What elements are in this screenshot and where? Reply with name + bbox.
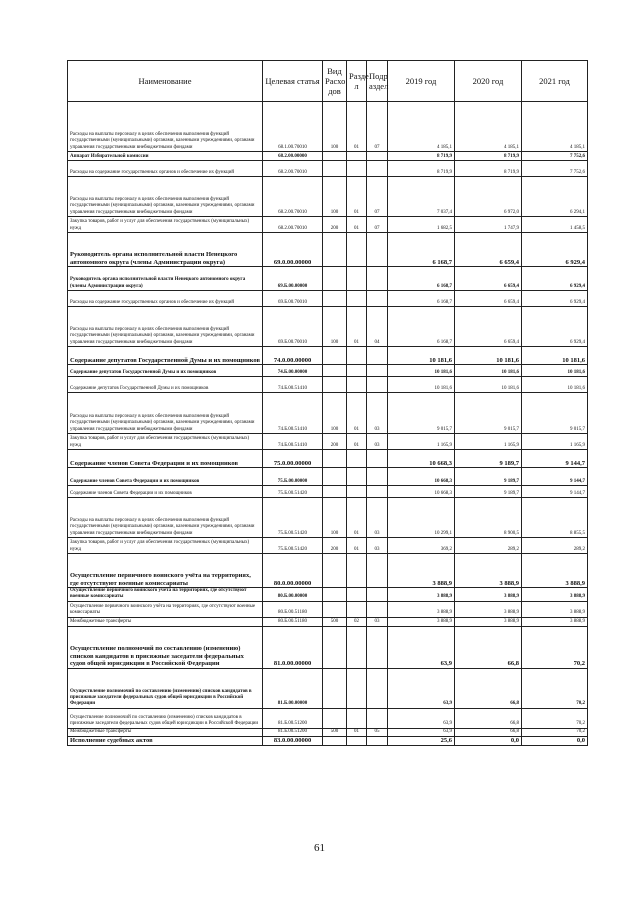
table-row — [68, 468, 588, 486]
cell-pr — [367, 365, 388, 377]
table-row — [68, 307, 588, 347]
cell-v2021: 9 015,7 — [522, 393, 588, 434]
cell-code: 68.2.00.70010 — [263, 161, 323, 177]
cell-rz: 01 — [347, 217, 367, 233]
cell-pr — [367, 377, 388, 393]
cell-v2019: 3 888,9 — [388, 617, 455, 626]
cell-v2019: 3 888,9 — [388, 554, 455, 588]
header-target: Целевая статья — [263, 61, 323, 102]
table-row — [68, 626, 588, 668]
cell-name: Содержание депутатов Государственной Думы и их помощников — [68, 365, 263, 377]
cell-vr — [323, 233, 347, 267]
cell-rz — [347, 450, 367, 468]
cell-rz — [347, 588, 367, 602]
cell-name: Исполнение судебных актов — [68, 736, 263, 745]
cell-pr: 07 — [367, 177, 388, 217]
cell-name: Руководитель органа исполнительной власти Ненецкого автономного округа (члены Администрации округа) — [68, 233, 263, 267]
cell-name: Расходы на выплаты персоналу в целях обеспечения выполнения функций государственными (муниципальными) органами, казенными учреждениями, органами управления государственными внебюджетными фондами — [68, 498, 263, 538]
cell-pr — [367, 668, 388, 708]
cell-pr — [367, 736, 388, 745]
cell-vr: 200 — [323, 538, 347, 554]
cell-vr — [323, 554, 347, 588]
cell-v2019: 6 168,7 — [388, 233, 455, 267]
cell-v2021: 3 888,9 — [522, 588, 588, 602]
cell-rz: 01 — [347, 434, 367, 450]
cell-code: 68.2.00.70010 — [263, 177, 323, 217]
cell-v2019: 8 719,9 — [388, 152, 455, 161]
cell-v2021: 6 929,4 — [522, 307, 588, 347]
cell-vr — [323, 736, 347, 745]
cell-code: 69.Б.00.00000 — [263, 267, 323, 291]
cell-pr — [367, 626, 388, 668]
cell-code: 74.Б.00.51410 — [263, 393, 323, 434]
cell-v2021: 3 888,9 — [522, 617, 588, 626]
cell-v2020: 4 185,1 — [455, 102, 522, 152]
table-row — [68, 554, 588, 588]
cell-v2019: 63,9 — [388, 668, 455, 708]
cell-name: Осуществление первичного воинского учёта на территориях, где отсутствуют военные комиссариаты — [68, 588, 263, 602]
cell-v2020: 66,8 — [455, 626, 522, 668]
cell-pr — [367, 152, 388, 161]
table-row — [68, 728, 588, 736]
cell-pr — [367, 468, 388, 486]
cell-code: 69.0.00.00000 — [263, 233, 323, 267]
cell-v2020: 9 189,7 — [455, 450, 522, 468]
cell-code: 75.Б.00.51420 — [263, 538, 323, 554]
cell-code: 75.Б.00.51420 — [263, 498, 323, 538]
cell-v2020: 3 888,9 — [455, 601, 522, 617]
cell-rz — [347, 626, 367, 668]
cell-pr: 07 — [367, 217, 388, 233]
cell-code: 80.Б.00.00000 — [263, 588, 323, 602]
cell-pr: 03 — [367, 393, 388, 434]
cell-v2021: 8 855,5 — [522, 498, 588, 538]
header-subsection: Подр аздел — [367, 61, 388, 102]
table-row — [68, 393, 588, 434]
cell-rz: 01 — [347, 538, 367, 554]
cell-name: Закупка товаров, работ и услуг для обеспечения государственных (муниципальных) нужд — [68, 538, 263, 554]
cell-rz: 01 — [347, 102, 367, 152]
table-row — [68, 538, 588, 554]
cell-v2020: 6 659,4 — [455, 291, 522, 307]
cell-v2020: 9 189,7 — [455, 468, 522, 486]
cell-v2019: 10 668,3 — [388, 450, 455, 468]
table-row — [68, 291, 588, 307]
table-row — [68, 365, 588, 377]
cell-pr — [367, 554, 388, 588]
cell-v2019: 6 168,7 — [388, 291, 455, 307]
cell-pr — [367, 161, 388, 177]
cell-v2021: 4 185,1 — [522, 102, 588, 152]
cell-rz — [347, 365, 367, 377]
cell-vr: 100 — [323, 393, 347, 434]
table-row — [68, 233, 588, 267]
table-row — [68, 377, 588, 393]
header-exptype: Вид Расхо дов — [323, 61, 347, 102]
cell-name: Содержание членов Совета Федерации и их помощников — [68, 468, 263, 486]
cell-code: 69.Б.00.70010 — [263, 307, 323, 347]
cell-v2020: 1 165,9 — [455, 434, 522, 450]
cell-pr: 04 — [367, 307, 388, 347]
header-2020: 2020 год — [455, 61, 522, 102]
cell-v2019: 1 165,9 — [388, 434, 455, 450]
cell-name: Содержание депутатов Государственной Думы и их помощников — [68, 377, 263, 393]
cell-v2019: 7 037,4 — [388, 177, 455, 217]
cell-rz — [347, 152, 367, 161]
cell-name: Осуществление первичного воинского учёта на территориях, где отсутствуют военные комиссариаты — [68, 601, 263, 617]
cell-v2021: 7 752,6 — [522, 161, 588, 177]
cell-pr — [367, 601, 388, 617]
cell-v2019: 8 719,9 — [388, 161, 455, 177]
cell-pr — [367, 233, 388, 267]
cell-vr — [323, 347, 347, 365]
table-row — [68, 601, 588, 617]
cell-code: 75.Б.00.00000 — [263, 468, 323, 486]
cell-vr: 100 — [323, 498, 347, 538]
cell-v2021: 9 144,7 — [522, 468, 588, 486]
cell-vr: 200 — [323, 434, 347, 450]
cell-v2019: 3 888,9 — [388, 588, 455, 602]
cell-vr: 100 — [323, 307, 347, 347]
cell-v2021: 10 181,6 — [522, 365, 588, 377]
cell-rz — [347, 708, 367, 728]
cell-v2019: 10 181,6 — [388, 377, 455, 393]
cell-pr: 03 — [367, 617, 388, 626]
cell-v2020: 10 181,6 — [455, 377, 522, 393]
cell-v2020: 3 888,9 — [455, 588, 522, 602]
cell-code: 74.Б.00.00000 — [263, 365, 323, 377]
cell-rz — [347, 347, 367, 365]
cell-v2020: 3 888,9 — [455, 617, 522, 626]
cell-vr: 500 — [323, 728, 347, 736]
cell-v2021: 70,2 — [522, 668, 588, 708]
table-row — [68, 668, 588, 708]
cell-vr: 100 — [323, 177, 347, 217]
cell-code: 81.Б.00.51200 — [263, 728, 323, 736]
cell-vr — [323, 291, 347, 307]
cell-code: 69.Б.00.70010 — [263, 291, 323, 307]
cell-name: Аппарат Избирательной комиссии — [68, 152, 263, 161]
cell-name: Осуществление первичного воинского учёта на территориях, где отсутствуют военные комиссариаты — [68, 554, 263, 588]
cell-vr — [323, 161, 347, 177]
cell-rz: 01 — [347, 307, 367, 347]
cell-v2019: 63,9 — [388, 708, 455, 728]
cell-vr — [323, 450, 347, 468]
cell-rz: 02 — [347, 617, 367, 626]
cell-name: Осуществление полномочий по составлению (изменению) списков кандидатов в присяжные заседатели федеральных судов общей юрисдикции в Российской Федерации — [68, 668, 263, 708]
table-row — [68, 102, 588, 152]
cell-code: 81.0.00.00000 — [263, 626, 323, 668]
header-2019: 2019 год — [388, 61, 455, 102]
cell-rz: 01 — [347, 177, 367, 217]
cell-rz — [347, 291, 367, 307]
cell-v2019: 3 888,9 — [388, 601, 455, 617]
cell-v2020: 66,8 — [455, 708, 522, 728]
cell-v2019: 9 015,7 — [388, 393, 455, 434]
table-body — [68, 102, 588, 746]
cell-name: Закупка товаров, работ и услуг для обеспечения государственных (муниципальных) нужд — [68, 217, 263, 233]
cell-code: 75.Б.00.51420 — [263, 486, 323, 498]
cell-v2021: 70,2 — [522, 728, 588, 736]
cell-pr — [367, 708, 388, 728]
cell-code: 80.0.00.00000 — [263, 554, 323, 588]
cell-v2020: 6 659,4 — [455, 267, 522, 291]
cell-rz — [347, 377, 367, 393]
cell-name: Закупка товаров, работ и услуг для обеспечения государственных (муниципальных) нужд — [68, 434, 263, 450]
cell-code: 74.Б.00.51410 — [263, 377, 323, 393]
cell-name: Осуществление полномочий по составлению (изменению) списков кандидатов в присяжные заседатели федеральных судов общей юрисдикции в Российской Федерации — [68, 626, 263, 668]
cell-v2020: 8 719,9 — [455, 161, 522, 177]
cell-v2019: 1 682,5 — [388, 217, 455, 233]
cell-code: 74.0.00.00000 — [263, 347, 323, 365]
cell-code: 74.Б.00.51410 — [263, 434, 323, 450]
cell-v2019: 369,2 — [388, 538, 455, 554]
cell-pr: 03 — [367, 434, 388, 450]
cell-pr: 05 — [367, 728, 388, 736]
budget-table — [67, 60, 588, 746]
cell-pr — [367, 588, 388, 602]
cell-v2021: 6 929,4 — [522, 267, 588, 291]
table-row — [68, 486, 588, 498]
table-row — [68, 347, 588, 365]
cell-pr: 03 — [367, 498, 388, 538]
cell-name: Осуществление полномочий по составлению (изменению) списков кандидатов в присяжные заседатели федеральных судов общей юрисдикции в Российской Федерации — [68, 708, 263, 728]
cell-rz — [347, 486, 367, 498]
cell-name: Расходы на выплаты персоналу в целях обеспечения выполнения функций государственными (муниципальными) органами, казенными учреждениями, органами управления государственными внебюджетными фондами — [68, 102, 263, 152]
cell-v2019: 6 168,7 — [388, 307, 455, 347]
cell-name: Расходы на выплаты персоналу в целях обеспечения выполнения функций государственными (муниципальными) органами, казенными учреждениями, органами управления государственными внебюджетными фондами — [68, 307, 263, 347]
cell-v2020: 6 659,4 — [455, 307, 522, 347]
cell-vr — [323, 708, 347, 728]
cell-rz — [347, 233, 367, 267]
header-2021: 2021 год — [522, 61, 588, 102]
cell-v2020: 9 015,7 — [455, 393, 522, 434]
page-number: 61 — [314, 842, 325, 854]
cell-name: Расходы на выплаты персоналу в целях обеспечения выполнения функций государственными (муниципальными) органами, казенными учреждениями, органами управления государственными внебюджетными фондами — [68, 177, 263, 217]
cell-v2019: 10 181,6 — [388, 347, 455, 365]
cell-v2020: 8 719,9 — [455, 152, 522, 161]
cell-name: Содержание членов Совета Федерации и их помощников — [68, 450, 263, 468]
cell-v2020: 3 888,9 — [455, 554, 522, 588]
cell-code: 68.1.00.70010 — [263, 102, 323, 152]
cell-vr — [323, 601, 347, 617]
cell-code: 68.2.00.00000 — [263, 152, 323, 161]
cell-vr — [323, 365, 347, 377]
cell-v2019: 4 185,1 — [388, 102, 455, 152]
cell-pr — [367, 450, 388, 468]
cell-v2020: 6 659,4 — [455, 233, 522, 267]
cell-v2021: 9 144,7 — [522, 486, 588, 498]
cell-v2019: 63,9 — [388, 728, 455, 736]
cell-vr — [323, 267, 347, 291]
cell-rz: 01 — [347, 498, 367, 538]
cell-v2021: 3 888,9 — [522, 554, 588, 588]
cell-name: Межбюджетные трансферты — [68, 617, 263, 626]
cell-v2020: 1 747,9 — [455, 217, 522, 233]
cell-v2019: 10 668,3 — [388, 486, 455, 498]
cell-v2020: 6 972,0 — [455, 177, 522, 217]
cell-v2021: 0,0 — [522, 736, 588, 745]
cell-code: 81.Б.00.00000 — [263, 668, 323, 708]
cell-pr: 07 — [367, 102, 388, 152]
cell-rz — [347, 267, 367, 291]
cell-pr — [367, 347, 388, 365]
cell-rz — [347, 554, 367, 588]
cell-v2021: 1 165,9 — [522, 434, 588, 450]
cell-vr — [323, 468, 347, 486]
cell-v2021: 3 888,9 — [522, 601, 588, 617]
cell-v2021: 6 294,1 — [522, 177, 588, 217]
cell-name: Межбюджетные трансферты — [68, 728, 263, 736]
table-row — [68, 450, 588, 468]
table-row — [68, 267, 588, 291]
cell-v2019: 10 668,3 — [388, 468, 455, 486]
table-row — [68, 617, 588, 626]
cell-vr — [323, 668, 347, 708]
cell-pr — [367, 291, 388, 307]
cell-pr — [367, 486, 388, 498]
cell-v2021: 10 181,6 — [522, 347, 588, 365]
cell-v2021: 6 929,4 — [522, 233, 588, 267]
cell-code: 81.Б.00.51200 — [263, 708, 323, 728]
table-row — [68, 217, 588, 233]
header-name: Наименование — [68, 61, 263, 102]
cell-v2021: 10 181,6 — [522, 377, 588, 393]
table-header-row — [68, 61, 588, 102]
cell-v2020: 10 181,6 — [455, 365, 522, 377]
cell-code: 83.0.00.00000 — [263, 736, 323, 745]
table-row — [68, 736, 588, 745]
cell-vr — [323, 377, 347, 393]
cell-vr — [323, 152, 347, 161]
cell-v2020: 66,8 — [455, 728, 522, 736]
cell-v2019: 25,6 — [388, 736, 455, 745]
cell-v2019: 10 181,6 — [388, 365, 455, 377]
cell-v2020: 66,8 — [455, 668, 522, 708]
table-row — [68, 708, 588, 728]
cell-pr — [367, 267, 388, 291]
table-row — [68, 434, 588, 450]
cell-vr — [323, 486, 347, 498]
cell-v2021: 6 929,4 — [522, 291, 588, 307]
cell-vr — [323, 588, 347, 602]
cell-v2019: 63,9 — [388, 626, 455, 668]
cell-v2019: 6 168,7 — [388, 267, 455, 291]
table-row — [68, 177, 588, 217]
cell-v2020: 8 900,5 — [455, 498, 522, 538]
cell-code: 75.0.00.00000 — [263, 450, 323, 468]
cell-code: 80.Б.00.51180 — [263, 601, 323, 617]
cell-name: Расходы на выплаты персоналу в целях обеспечения выполнения функций государственными (муниципальными) органами, казенными учреждениями, органами управления государственными внебюджетными фондами — [68, 393, 263, 434]
cell-name: Расходы на содержание государственных органов и обеспечение их функций — [68, 291, 263, 307]
cell-vr: 100 — [323, 102, 347, 152]
cell-rz — [347, 161, 367, 177]
cell-v2021: 1 458,5 — [522, 217, 588, 233]
cell-v2019: 10 299,1 — [388, 498, 455, 538]
cell-code: 80.Б.00.51180 — [263, 617, 323, 626]
cell-rz: 01 — [347, 728, 367, 736]
cell-vr: 500 — [323, 617, 347, 626]
cell-pr: 03 — [367, 538, 388, 554]
cell-code: 68.2.00.70010 — [263, 217, 323, 233]
cell-name: Руководитель органа исполнительной власти Ненецкого автономного округа (члены Администрации округа) — [68, 267, 263, 291]
table-row — [68, 498, 588, 538]
cell-rz: 01 — [347, 393, 367, 434]
cell-v2020: 0,0 — [455, 736, 522, 745]
table-row — [68, 588, 588, 602]
cell-rz — [347, 736, 367, 745]
header-section: Разде л — [347, 61, 367, 102]
cell-name: Содержание членов Совета Федерации и их помощников — [68, 486, 263, 498]
cell-rz — [347, 601, 367, 617]
cell-v2021: 70,2 — [522, 626, 588, 668]
cell-vr — [323, 626, 347, 668]
cell-v2020: 9 189,7 — [455, 486, 522, 498]
cell-v2020: 10 181,6 — [455, 347, 522, 365]
cell-v2021: 289,2 — [522, 538, 588, 554]
cell-v2021: 9 144,7 — [522, 450, 588, 468]
table-row — [68, 161, 588, 177]
cell-rz — [347, 668, 367, 708]
cell-name: Расходы на содержание государственных органов и обеспечение их функций — [68, 161, 263, 177]
cell-name: Содержание депутатов Государственной Думы и их помощников — [68, 347, 263, 365]
cell-rz — [347, 468, 367, 486]
cell-vr: 200 — [323, 217, 347, 233]
cell-v2020: 289,2 — [455, 538, 522, 554]
table-row — [68, 152, 588, 161]
cell-v2021: 7 752,6 — [522, 152, 588, 161]
cell-v2021: 70,2 — [522, 708, 588, 728]
